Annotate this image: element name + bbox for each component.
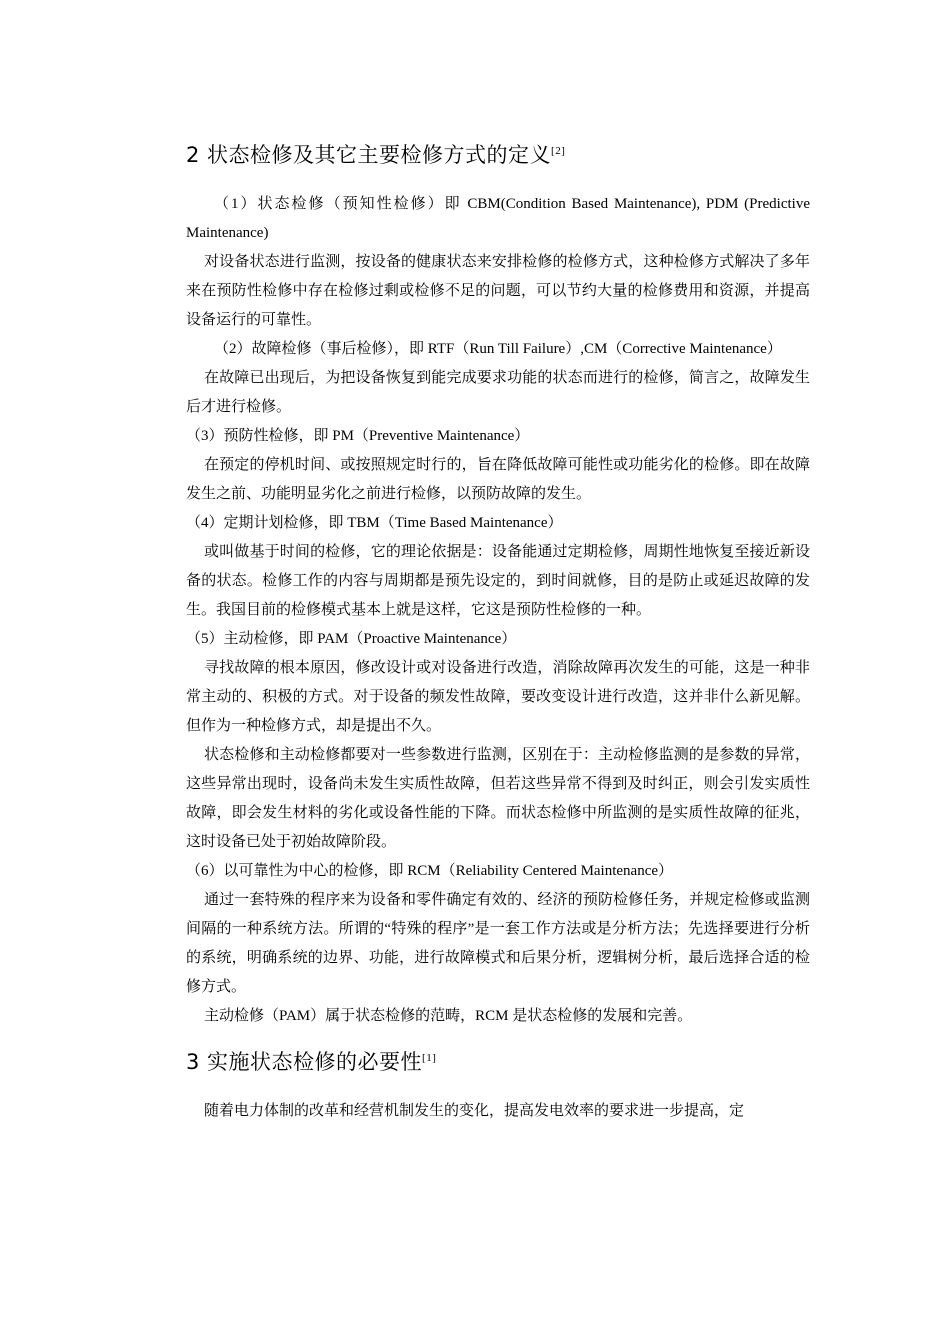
item-text: 对设备状态进行监测，按设备的健康状态来安排检修的检修方式，这种检修方式解决了多年来在预防性检修中存在检修过剩或检修不足的问题，可以节约大量的检修费用和资源，并提高设备运行的可靠性。	[186, 254, 810, 328]
citation-ref: [1]	[422, 1052, 437, 1064]
section-heading	[186, 140, 810, 170]
item-label: （1）状态检修（预知性检修）即 CBM(Condition Based Maintenance), PDM (Predictive Maintenance)	[186, 196, 810, 241]
item-text: 在故障已出现后，为把设备恢复到能完成要求功能的状态而进行的检修，简言之，故障发生后才进行检修。	[186, 370, 810, 415]
item-text: 通过一套特殊的程序来为设备和零件确定有效的、经济的预防检修任务，并规定检修或监测间隔的一种系统方法。所谓的“特殊的程序”是一套工作方法或是分析方法；先选择要进行分析的系统，明确系统的边界、功能，进行故障模式和后果分析，逻辑树分析，最后选择合适的检修方式。	[186, 892, 810, 995]
citation-ref: [2]	[551, 145, 566, 157]
item-label: （5）主动检修，即 PAM（Proactive Maintenance）	[186, 631, 517, 647]
item-text: 状态检修和主动检修都要对一些参数进行监测，区别在于：主动检修监测的是参数的异常，这些异常出现时，设备尚未发生实质性故障，但若这些异常不得到及时纠正，则会引发实质性故障，即会发生材料的劣化或设备性能的下降。而状态检修中所监测的是实质性故障的征兆，这时设备已处于初始故障阶段。	[186, 747, 810, 850]
paragraph: 随着电力体制的改革和经营机制发生的变化，提高发电效率的要求进一步提高，定	[204, 1103, 745, 1119]
item-text: 在预定的停机时间、或按照规定时行的，旨在降低故障可能性或功能劣化的检修。即在故障发生之前、功能明显劣化之前进行检修，以预防故障的发生。	[186, 457, 810, 502]
item-text: 或叫做基于时间的检修，它的理论依据是：设备能通过定期检修，周期性地恢复至接近新设备的状态。检修工作的内容与周期都是预先设定的，到时间就修，目的是防止或延迟故障的发生。我国目前的检修模式基本上就是这样，它这是预防性检修的一种。	[186, 544, 810, 618]
item-label: （6）以可靠性为中心的检修，即 RCM（Reliability Centered Maintenance）	[186, 863, 674, 879]
item-label: （2）故障检修（事后检修），即 RTF（Run Till Failure）,CM（Corrective Maintenance）	[214, 341, 782, 357]
item-text: 主动检修（PAM）属于状态检修的范畴，RCM 是状态检修的发展和完善。	[204, 1008, 693, 1024]
section-heading	[186, 1047, 810, 1077]
document-content	[186, 140, 810, 1126]
item-text: 寻找故障的根本原因，修改设计或对设备进行改造，消除故障再次发生的可能，这是一种非常主动的、积极的方式。对于设备的频发性故障，要改变设计进行改造，这并非什么新见解。但作为一种检修方式，却是提出不久。	[186, 660, 810, 734]
item-label: （4）定期计划检修，即 TBM（Time Based Maintenance）	[186, 515, 563, 531]
section-title: 2 状态检修及其它主要检修方式的定义	[186, 143, 552, 167]
item-label: （3）预防性检修，即 PM（Preventive Maintenance）	[186, 428, 530, 444]
section-title: 3 实施状态检修的必要性	[186, 1050, 423, 1074]
